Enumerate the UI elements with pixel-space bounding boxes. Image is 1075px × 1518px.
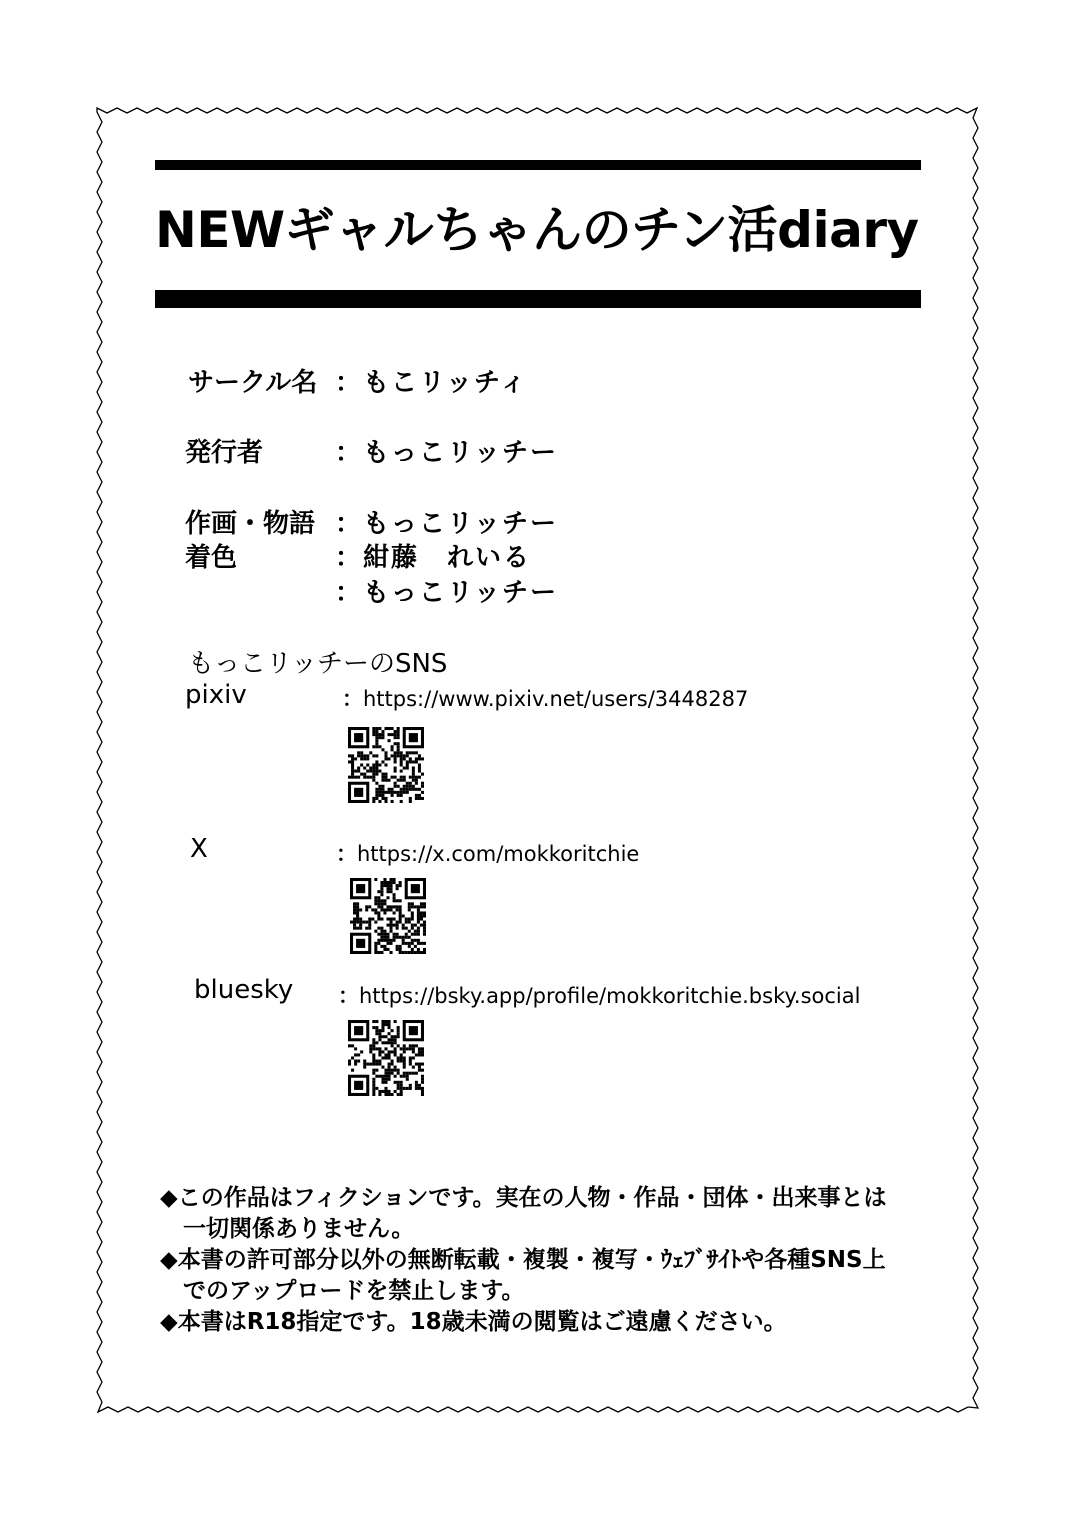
notice-age: ◆本書はR18指定です。18歳未満の閲覧はご遠慮ください。 <box>160 1309 787 1335</box>
credit-label-publisher: 発行者 <box>185 438 264 468</box>
page-title: NEWギャルちゃんのチン活diary <box>155 201 919 259</box>
notice-fiction-1: ◆この作品はフィクションです。実在の人物・作品・団体・出来事とは <box>160 1185 887 1211</box>
sns-url-pixiv[interactable]: ：https://www.pixiv.net/users/3448287 <box>342 687 749 711</box>
credit-value-publisher: ：もっこリッチー <box>335 438 558 468</box>
credit-value-circle: ：もこリッチィ <box>335 368 528 398</box>
qr-code-icon <box>350 878 426 954</box>
sns-name-x: X <box>190 834 208 864</box>
qr-code-icon <box>348 727 424 803</box>
sns-name-pixiv: pixiv <box>185 680 247 710</box>
notice-copyright-2: でのアップロードを禁止します。 <box>160 1278 525 1304</box>
title-bottom-rule <box>155 290 921 308</box>
credit-label-art-story: 作画・物語 <box>185 509 316 539</box>
credit-value-art-story: ：もっこリッチー <box>335 509 558 539</box>
credit-value-coloring: ：紺藤 れいる <box>335 543 532 573</box>
credit-label-coloring: 着色 <box>185 543 238 573</box>
sns-url-x[interactable]: ：https://x.com/mokkoritchie <box>336 842 640 866</box>
notice-fiction-2: 一切関係ありません。 <box>160 1216 415 1242</box>
notice-copyright-1: ◆本書の許可部分以外の無断転載・複製・複写・ｳｪﾌﾞｻｲﾄや各種SNS上 <box>160 1247 886 1273</box>
credit-value-coloring-2: ：もっこリッチー <box>335 578 558 608</box>
title-top-rule <box>155 160 921 170</box>
sns-heading: もっこリッチーのSNS <box>188 649 448 679</box>
credit-label-circle: サークル名 <box>188 368 318 398</box>
sns-url-bluesky[interactable]: ：https://bsky.app/profile/mokkoritchie.bsky.social <box>338 984 861 1008</box>
sns-name-bluesky: bluesky <box>194 975 294 1005</box>
qr-code-icon <box>348 1020 424 1096</box>
